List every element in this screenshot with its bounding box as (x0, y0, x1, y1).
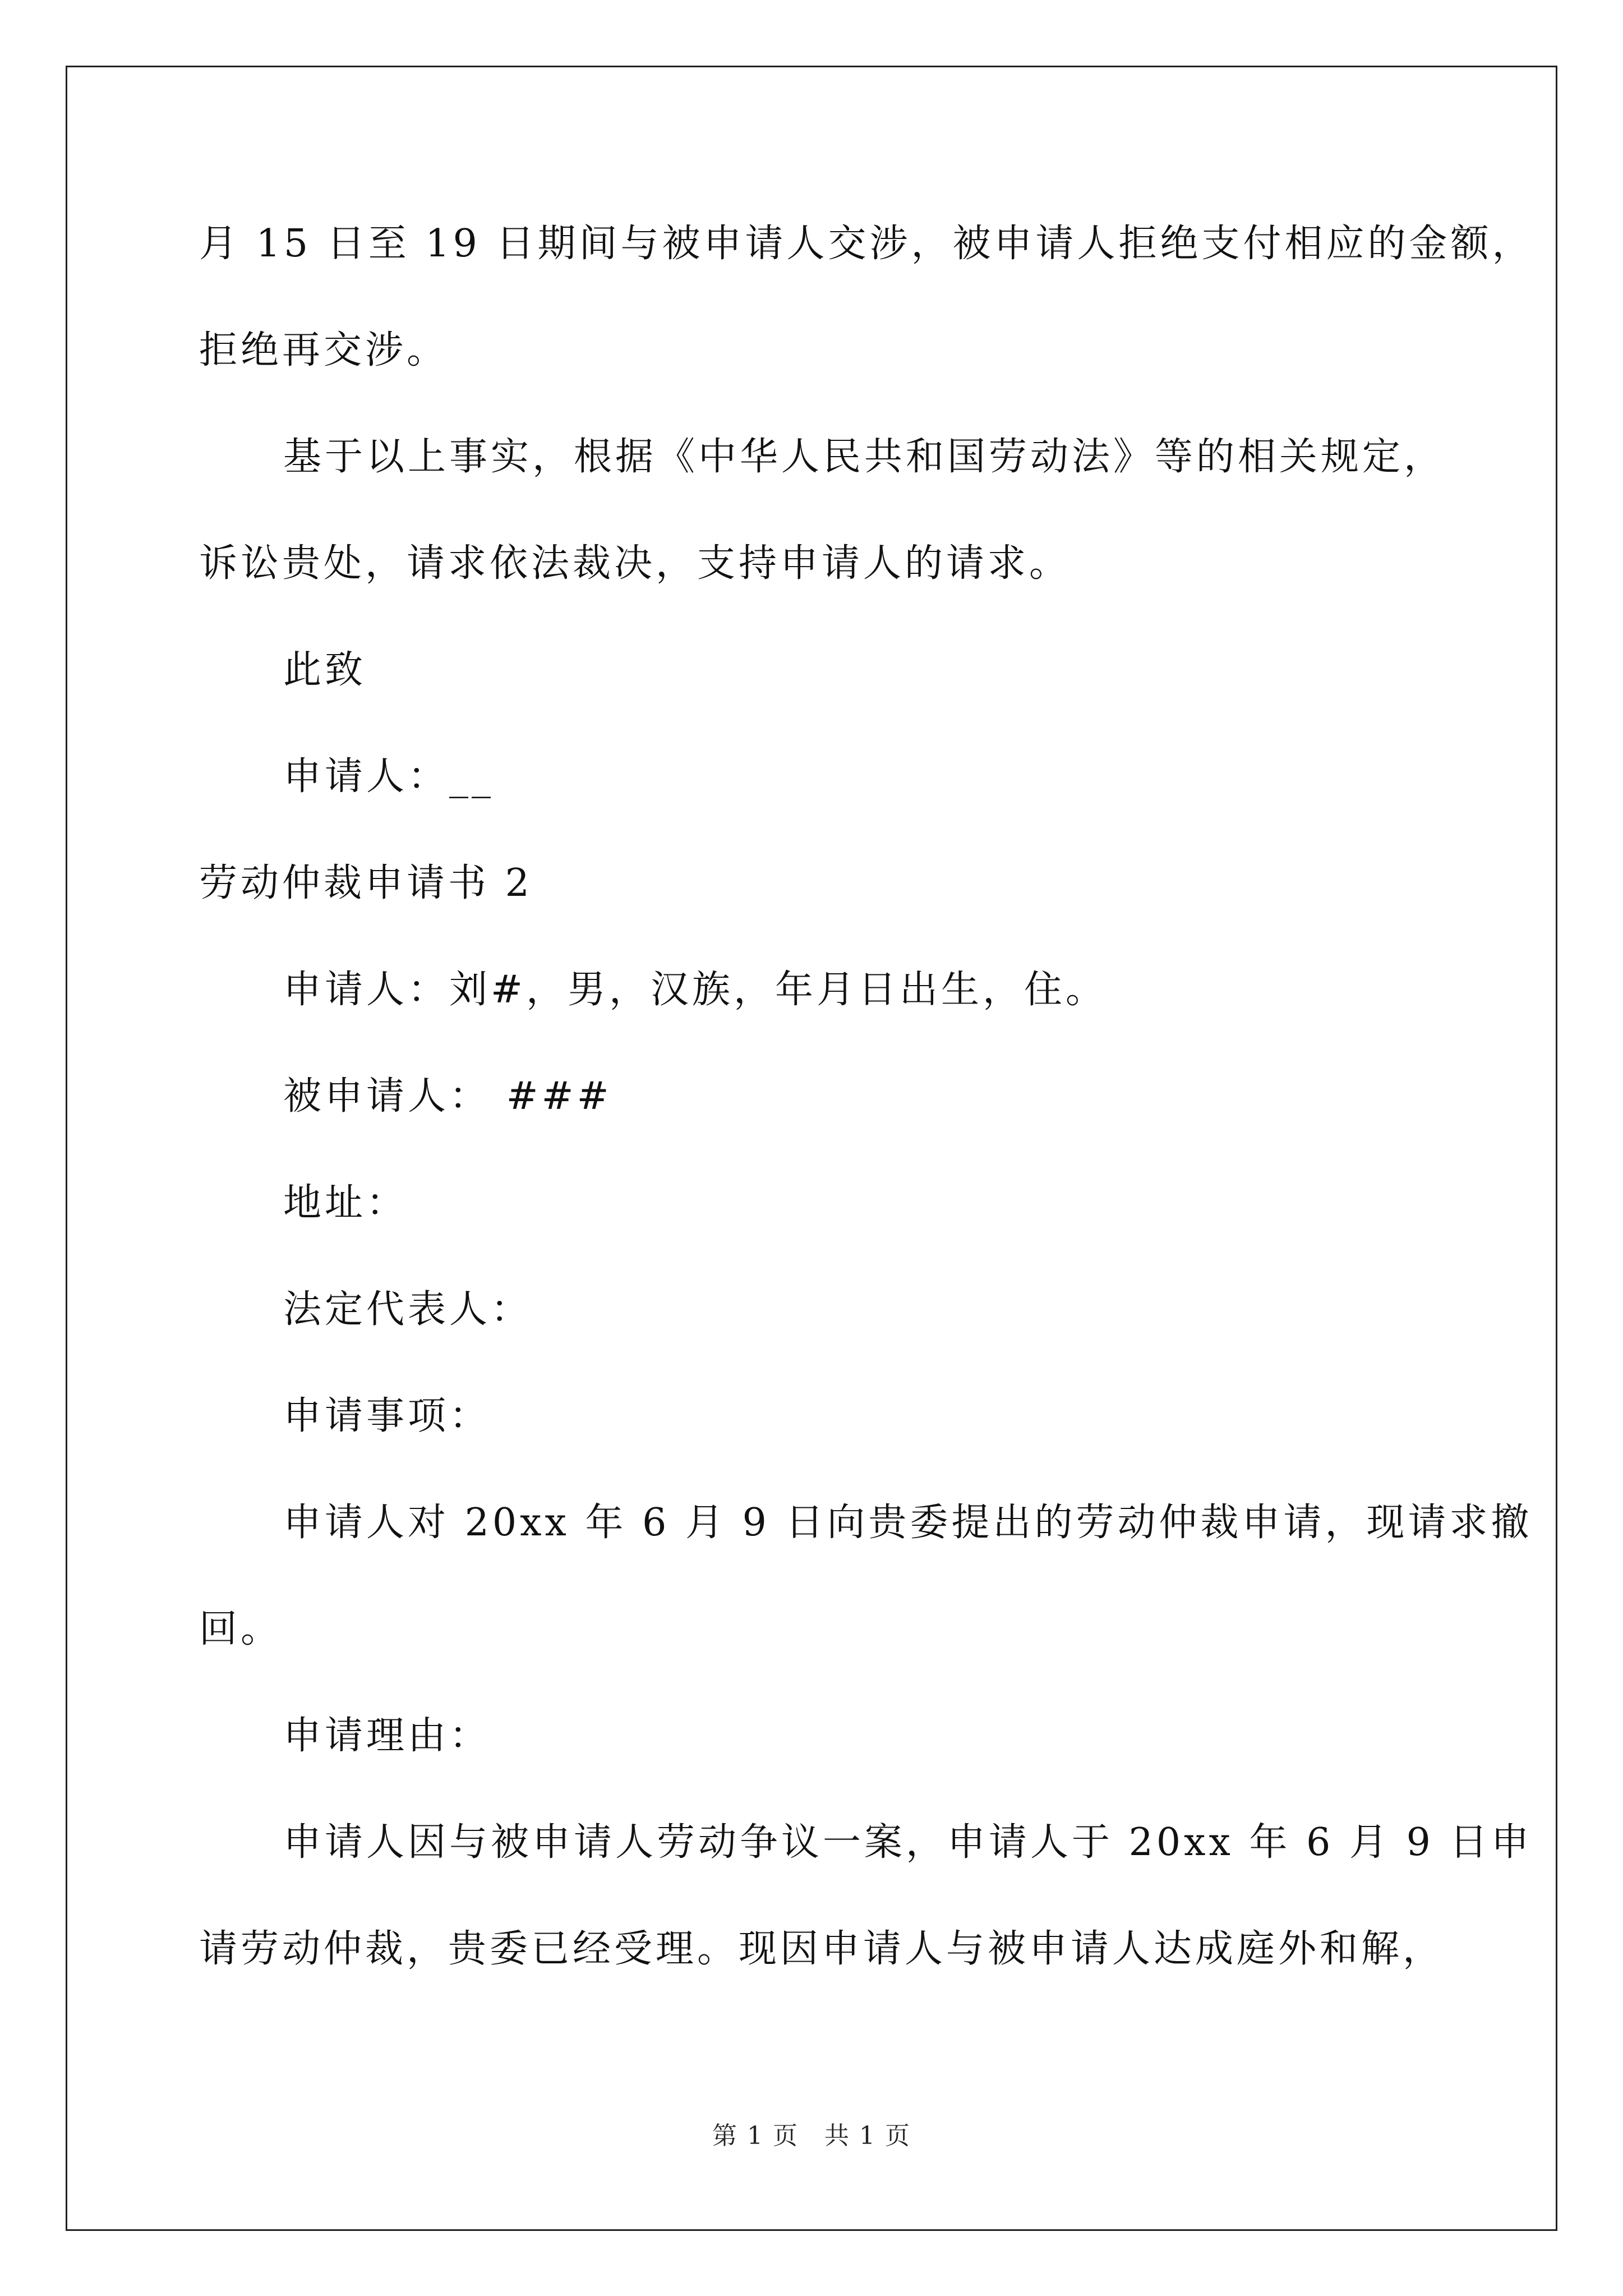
applicant-info: 申请人：刘#，男，汉族，年月日出生，住。 (283, 968, 1107, 1012)
respondent-info: 被申请人： ### (283, 1074, 612, 1119)
address-field: 地址： (283, 1181, 408, 1225)
paragraph-line: 请劳动仲裁，贵委已经受理。现因申请人与被申请人达成庭外和解， (199, 1927, 1445, 1971)
page-total: 共 1 页 (824, 2122, 911, 2150)
closing-salutation: 此致 (283, 648, 367, 692)
legal-representative-field: 法定代表人： (283, 1287, 533, 1332)
section-heading: 劳动仲裁申请书 2 (199, 861, 533, 905)
paragraph-line: 基于以上事实，根据《中华人民共和国劳动法》等的相关规定， (283, 435, 1446, 479)
page-footer (0, 2119, 1623, 2153)
applicant-signature-line: 申请人：__ (283, 754, 495, 799)
paragraph-line: 申请人因与被申请人劳动争议一案，申请人于 20xx 年 6 月 9 日申 (283, 1820, 1533, 1865)
request-items-heading: 申请事项： (283, 1394, 491, 1438)
paragraph-line: 回。 (199, 1607, 283, 1651)
request-reason-heading: 申请理由： (283, 1714, 491, 1758)
paragraph-line: 诉讼贵处，请求依法裁决，支持申请人的请求。 (199, 541, 1071, 586)
paragraph-line: 申请人对 20xx 年 6 月 9 日向贵委提出的劳动仲裁申请，现请求撤 (283, 1501, 1533, 1545)
page-border (66, 66, 1557, 2231)
page-number: 第 1 页 (712, 2122, 799, 2150)
paragraph-line: 拒绝再交涉。 (199, 328, 449, 372)
paragraph-line: 月 15 日至 19 日期间与被申请人交涉，被申请人拒绝支付相应的金额， (199, 222, 1534, 266)
